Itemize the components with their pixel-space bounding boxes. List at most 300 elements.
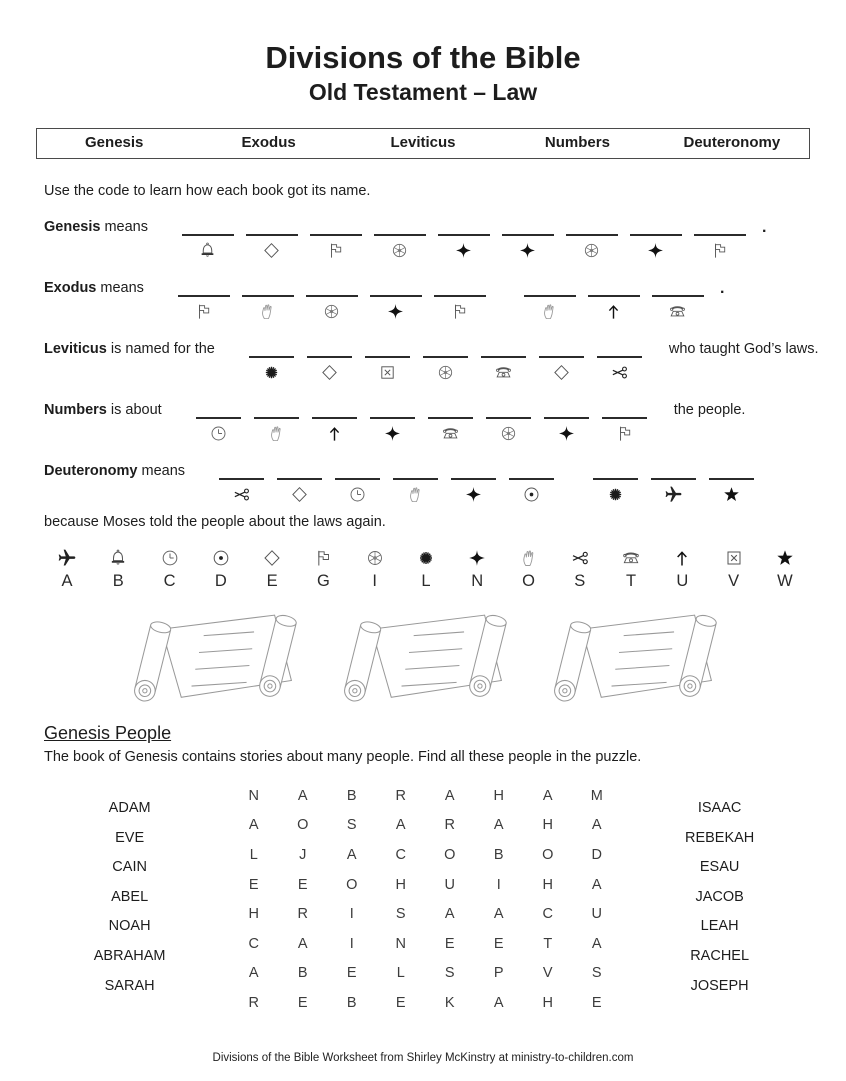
word-list-left (44, 781, 215, 1001)
answer-blank (597, 341, 642, 382)
blank-underline (312, 402, 357, 419)
word-search-puzzle (44, 781, 810, 1018)
answer-blank (335, 463, 380, 504)
telephone-icon (621, 548, 641, 568)
four-point-star-icon (646, 241, 665, 260)
grid-letter: A (248, 817, 259, 834)
grid-letter: N (248, 787, 259, 804)
four-point-star-icon (464, 485, 483, 504)
book-name-exodus: Exodus (241, 134, 296, 151)
blank-underline (365, 341, 410, 358)
blank-underline (306, 280, 358, 297)
blank-underline (434, 280, 486, 297)
key-item-b (101, 548, 135, 591)
grid-letter: E (297, 876, 308, 893)
sentence-period: . (761, 219, 767, 236)
answer-blank (566, 219, 618, 260)
prefix-rest: is about (106, 402, 162, 418)
blank-underline (524, 280, 576, 297)
code-blanks (196, 402, 660, 443)
key-item-s (563, 548, 597, 591)
clock-icon (209, 424, 228, 443)
code-line-prefix (44, 402, 162, 419)
key-item-v (717, 548, 751, 591)
diamond-icon (552, 363, 571, 382)
diamond-icon (262, 241, 281, 260)
books-header-box (36, 128, 810, 159)
grid-letter: H (542, 876, 553, 893)
blank-underline (242, 280, 294, 297)
grid-letter: I (349, 935, 354, 952)
word-gap (567, 463, 593, 504)
grid-letter: O (297, 817, 309, 834)
code-line-exodus (44, 280, 846, 321)
grid-letter: D (591, 846, 602, 863)
blank-underline (182, 219, 234, 236)
sentence-period: . (719, 280, 725, 297)
answer-blank (434, 280, 486, 321)
bell-icon (198, 241, 217, 260)
up-arrow-icon (604, 302, 623, 321)
blank-underline (254, 402, 299, 419)
grid-letter: I (496, 876, 501, 893)
blank-underline (509, 463, 554, 480)
answer-blank (242, 280, 294, 321)
grid-letter: N (395, 935, 406, 952)
four-point-star-icon (467, 548, 487, 568)
grid-letter: E (297, 994, 308, 1011)
code-blanks (182, 219, 758, 260)
blank-underline (335, 463, 380, 480)
code-line-leviticus (44, 341, 846, 382)
star-icon (722, 485, 741, 504)
grid-letter: T (543, 935, 553, 952)
telephone-icon (668, 302, 687, 321)
snowflake-icon (262, 363, 281, 382)
flag-icon (313, 548, 333, 568)
word-list-item: ISAAC (697, 800, 742, 816)
answer-blank (306, 280, 358, 321)
closing-text: because Moses told the people about the laws again. (44, 514, 386, 530)
grid-letter: U (591, 906, 602, 923)
four-point-star-icon (557, 424, 576, 443)
answer-blank (438, 219, 490, 260)
genesis-people-description: The book of Genesis contains stories about many people. Find all these people in the puzzle. (44, 749, 642, 765)
airplane-icon (664, 485, 683, 504)
word-list-item: JOSEPH (690, 977, 749, 994)
grid-letter: A (297, 787, 308, 804)
key-letter: W (777, 572, 793, 590)
key-letter: L (421, 572, 431, 590)
answer-blank (246, 219, 298, 260)
key-letter: N (471, 572, 484, 590)
wheel-icon (499, 424, 518, 443)
blank-underline (219, 463, 264, 480)
answer-blank (509, 463, 554, 504)
book-word: Genesis (44, 219, 101, 235)
hand-icon (406, 485, 425, 504)
hand-icon (519, 548, 539, 568)
code-blanks (178, 280, 716, 321)
grid-letter: A (444, 906, 455, 923)
key-item-o (512, 548, 546, 591)
blank-underline (428, 402, 473, 419)
key-item-l (409, 548, 443, 591)
answer-blank (709, 463, 754, 504)
word-gap (498, 280, 524, 321)
blank-underline (566, 219, 618, 236)
key-item-e (255, 548, 289, 591)
four-point-star-icon (518, 241, 537, 260)
answer-blank (277, 463, 322, 504)
word-list-item: ABRAHAM (93, 947, 166, 964)
blank-underline (486, 402, 531, 419)
answer-blank (370, 402, 415, 443)
blank-underline (277, 463, 322, 480)
grid-letter: I (349, 906, 354, 923)
word-list-right (629, 781, 810, 1001)
key-item-c (153, 548, 187, 591)
grid-letter: A (493, 906, 504, 923)
telephone-icon (441, 424, 460, 443)
answer-blank (486, 402, 531, 443)
answer-blank (196, 402, 241, 443)
key-letter: I (372, 572, 377, 590)
blank-underline (593, 463, 638, 480)
instructions-text: Use the code to learn how each book got its name. (44, 183, 371, 199)
blank-underline (370, 280, 422, 297)
word-list-item: LEAH (700, 918, 739, 935)
code-section (44, 219, 846, 504)
prefix-rest: is named for the (106, 341, 215, 357)
blank-underline (709, 463, 754, 480)
grid-letter: B (297, 965, 308, 982)
book-word: Exodus (44, 280, 97, 296)
answer-blank (544, 402, 589, 443)
word-search-grid (229, 781, 621, 1018)
grid-letter: S (346, 817, 357, 834)
grid-letter: E (493, 935, 504, 952)
grid-letter: M (590, 787, 603, 804)
genesis-people-heading: Genesis People (44, 723, 172, 743)
blank-underline (597, 341, 642, 358)
bell-icon (108, 548, 128, 568)
key-item-u (665, 548, 699, 591)
grid-letter: V (542, 965, 553, 982)
grid-letter: B (346, 994, 357, 1011)
grid-letter: R (444, 817, 455, 834)
grid-letter: A (346, 846, 357, 863)
grid-letter: S (591, 965, 602, 982)
key-letter: E (266, 572, 278, 590)
wheel-icon (582, 241, 601, 260)
grid-letter: A (444, 787, 455, 804)
grid-letter: H (395, 876, 406, 893)
box-x-icon (724, 548, 744, 568)
book-name-genesis: Genesis (85, 134, 144, 151)
flag-icon (194, 302, 213, 321)
key-letter: V (728, 572, 740, 590)
clock-icon (348, 485, 367, 504)
answer-blank (539, 341, 584, 382)
circle-dot-icon (522, 485, 541, 504)
grid-letter: E (444, 935, 455, 952)
grid-letter: L (249, 846, 258, 863)
answer-blank (370, 280, 422, 321)
answer-blank (651, 463, 696, 504)
answer-blank (254, 402, 299, 443)
footer-credit: Divisions of the Bible Worksheet from Shirley McKinstry at ministry-to-children.com (212, 1051, 634, 1064)
book-word: Deuteronomy (44, 463, 138, 479)
wheel-icon (436, 363, 455, 382)
word-list-item: ESAU (699, 859, 740, 876)
answer-blank (694, 219, 746, 260)
scissors-icon (570, 548, 590, 568)
airplane-icon (57, 548, 77, 568)
grid-letter: H (542, 994, 553, 1011)
word-list-item: EVE (115, 829, 145, 846)
telephone-icon (494, 363, 513, 382)
key-item-n (460, 548, 494, 591)
grid-letter: S (395, 906, 406, 923)
page-subtitle: Old Testament – Law (308, 79, 538, 105)
blank-underline (539, 341, 584, 358)
code-blanks (249, 341, 655, 382)
scroll-icon (535, 603, 731, 715)
answer-blank (178, 280, 230, 321)
grid-letter: S (444, 965, 455, 982)
code-blanks (219, 463, 767, 504)
code-line-numbers (44, 402, 846, 443)
key-letter: G (316, 572, 330, 590)
answer-blank (602, 402, 647, 443)
diamond-icon (290, 485, 309, 504)
four-point-star-icon (383, 424, 402, 443)
blank-underline (196, 402, 241, 419)
scissors-icon (232, 485, 251, 504)
blank-underline (249, 341, 294, 358)
grid-letter: A (248, 965, 259, 982)
blank-underline (602, 402, 647, 419)
key-letter: U (676, 572, 689, 590)
code-line-prefix (44, 463, 185, 480)
flag-icon (710, 241, 729, 260)
diamond-icon (262, 548, 282, 568)
answer-blank (182, 219, 234, 260)
answer-blank (307, 341, 352, 382)
answer-blank (310, 219, 362, 260)
blank-underline (370, 402, 415, 419)
blank-underline (652, 280, 704, 297)
answer-blank (451, 463, 496, 504)
grid-letter: R (297, 906, 308, 923)
blank-underline (651, 463, 696, 480)
grid-letter: A (493, 817, 504, 834)
answer-blank (588, 280, 640, 321)
grid-letter: A (542, 787, 553, 804)
answer-blank (481, 341, 526, 382)
grid-letter: A (493, 994, 504, 1011)
key-item-i (358, 548, 392, 591)
key-letter: O (522, 572, 535, 590)
key-item-t (614, 548, 648, 591)
wheel-icon (390, 241, 409, 260)
prefix-rest: means (137, 463, 186, 479)
answer-blank (428, 402, 473, 443)
key-item-w (768, 548, 802, 591)
grid-letter: H (542, 817, 553, 834)
page-title: Divisions of the Bible (265, 40, 581, 75)
snowflake-icon (606, 485, 625, 504)
word-list-item: REBEKAH (684, 829, 755, 846)
grid-letter: H (248, 906, 259, 923)
grid-letter: B (346, 787, 357, 804)
grid-letter: J (299, 846, 307, 863)
code-line-prefix (44, 341, 215, 358)
code-line-tail: who taught God’s laws. (668, 341, 819, 357)
answer-blank (365, 341, 410, 382)
box-x-icon (378, 363, 397, 382)
key-item-d (204, 548, 238, 591)
flag-icon (615, 424, 634, 443)
blank-underline (630, 219, 682, 236)
blank-underline (502, 219, 554, 236)
word-list-item: ABEL (111, 888, 149, 905)
wheel-icon (365, 548, 385, 568)
key-letter: B (112, 572, 124, 590)
grid-letter: L (396, 965, 405, 982)
code-line-tail: the people. (673, 402, 746, 418)
answer-blank (423, 341, 468, 382)
key-letter: D (214, 572, 227, 590)
answer-blank (393, 463, 438, 504)
grid-letter: C (248, 935, 259, 952)
word-list-item: JACOB (695, 888, 744, 905)
four-point-star-icon (386, 302, 405, 321)
grid-letter: U (444, 876, 455, 893)
key-letter: C (163, 572, 176, 590)
key-letter: A (61, 572, 73, 590)
hand-icon (267, 424, 286, 443)
blank-underline (588, 280, 640, 297)
word-list-item: SARAH (104, 977, 155, 994)
grid-letter: O (542, 846, 554, 863)
code-line-deuteronomy (44, 463, 846, 504)
grid-letter: C (542, 906, 553, 923)
word-list-item: NOAH (108, 918, 151, 935)
blank-underline (246, 219, 298, 236)
hand-icon (540, 302, 559, 321)
code-line-prefix (44, 280, 144, 297)
answer-blank (219, 463, 264, 504)
circle-dot-icon (211, 548, 231, 568)
grid-letter: C (395, 846, 406, 863)
scroll-illustrations (0, 603, 846, 715)
up-arrow-icon (325, 424, 344, 443)
answer-blank (312, 402, 357, 443)
prefix-rest: means (96, 280, 144, 296)
grid-letter: O (444, 846, 456, 863)
key-item-a (50, 548, 84, 591)
grid-letter: A (591, 935, 602, 952)
snowflake-icon (416, 548, 436, 568)
key-letter: S (574, 572, 586, 590)
hand-icon (258, 302, 277, 321)
book-word: Numbers (44, 402, 107, 418)
grid-letter: B (493, 846, 504, 863)
blank-underline (438, 219, 490, 236)
answer-blank (374, 219, 426, 260)
key-letter: T (626, 572, 637, 590)
grid-letter: A (395, 817, 406, 834)
blank-underline (374, 219, 426, 236)
scroll-icon (115, 603, 311, 715)
flag-icon (326, 241, 345, 260)
wheel-icon (322, 302, 341, 321)
clock-icon (160, 548, 180, 568)
answer-blank (502, 219, 554, 260)
star-icon (775, 548, 795, 568)
answer-blank (524, 280, 576, 321)
grid-letter: A (591, 876, 602, 893)
answer-blank (249, 341, 294, 382)
scissors-icon (610, 363, 629, 382)
grid-letter: E (248, 876, 259, 893)
blank-underline (178, 280, 230, 297)
grid-letter: O (346, 876, 358, 893)
grid-letter: R (248, 994, 259, 1011)
word-list-item: CAIN (112, 859, 147, 876)
answer-blank (630, 219, 682, 260)
grid-letter: A (297, 935, 308, 952)
answer-blank (593, 463, 638, 504)
symbol-key (50, 548, 802, 591)
word-list-item: RACHEL (690, 947, 750, 964)
four-point-star-icon (454, 241, 473, 260)
grid-letter: R (395, 787, 406, 804)
scroll-icon (325, 603, 521, 715)
prefix-rest: means (100, 219, 148, 235)
blank-underline (307, 341, 352, 358)
answer-blank (652, 280, 704, 321)
grid-letter: A (591, 817, 602, 834)
up-arrow-icon (672, 548, 692, 568)
grid-letter: E (395, 994, 406, 1011)
blank-underline (423, 341, 468, 358)
diamond-icon (320, 363, 339, 382)
book-name-leviticus: Leviticus (390, 134, 456, 151)
grid-letter: H (493, 787, 504, 804)
grid-letter: E (346, 965, 357, 982)
blank-underline (451, 463, 496, 480)
book-name-deuteronomy: Deuteronomy (683, 134, 781, 151)
blank-underline (310, 219, 362, 236)
key-item-g (306, 548, 340, 591)
word-list-item: ADAM (108, 800, 151, 816)
blank-underline (393, 463, 438, 480)
flag-icon (450, 302, 469, 321)
code-line-prefix (44, 219, 148, 236)
book-name-numbers: Numbers (544, 134, 610, 151)
blank-underline (481, 341, 526, 358)
blank-underline (544, 402, 589, 419)
grid-letter: P (493, 965, 504, 982)
code-line-genesis (44, 219, 846, 260)
blank-underline (694, 219, 746, 236)
book-word: Leviticus (44, 341, 107, 357)
grid-letter: E (591, 994, 602, 1011)
grid-letter: K (444, 994, 455, 1011)
